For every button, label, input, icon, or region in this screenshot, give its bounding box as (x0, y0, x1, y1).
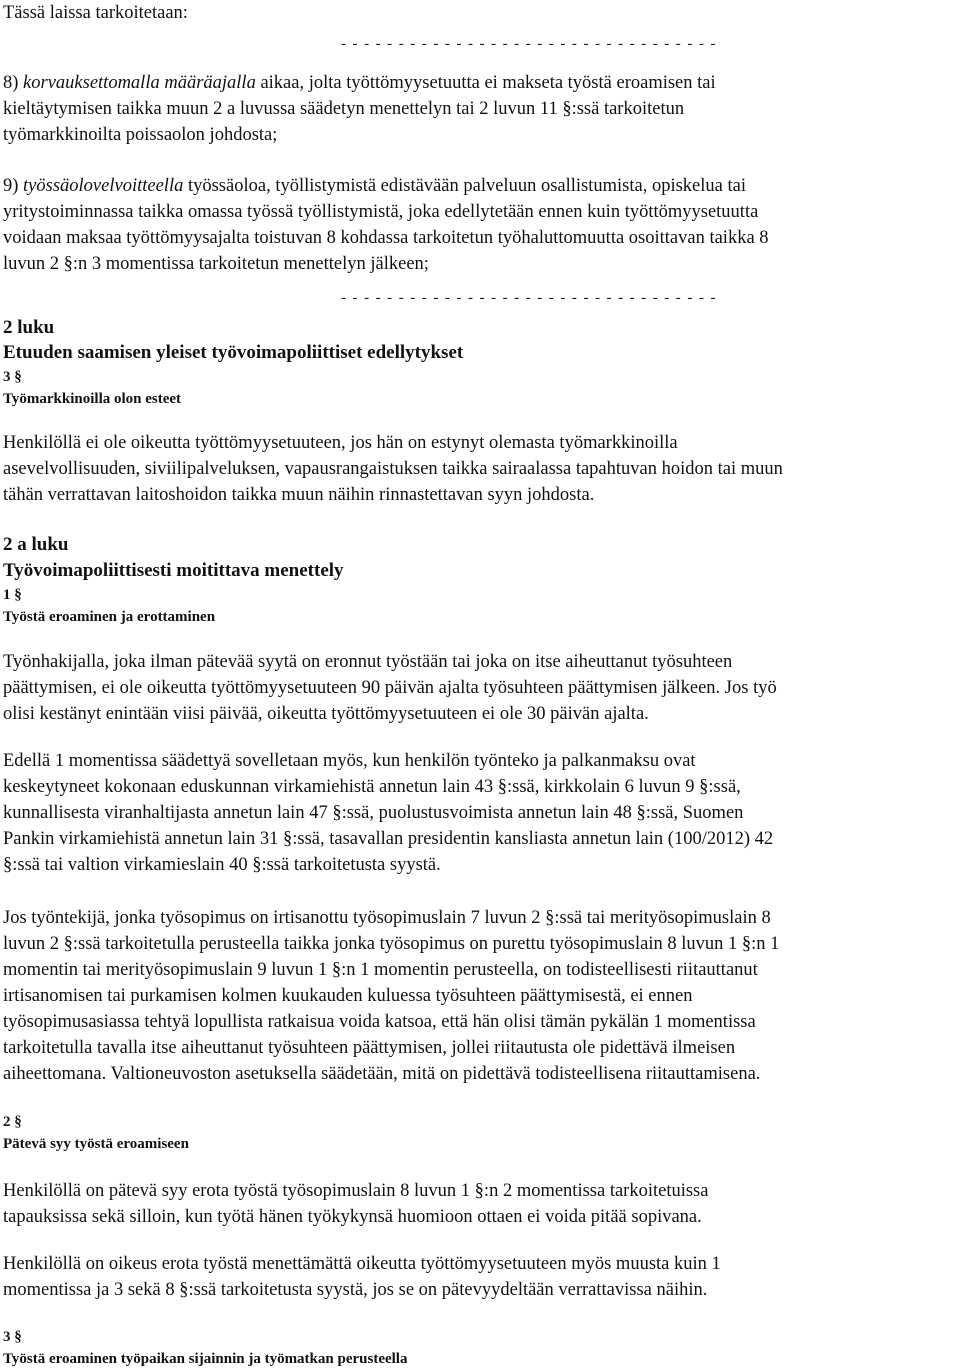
definition-8-text: aikaa, jolta työttömyysetuutta ei makseta työstä eroamisen tai (255, 73, 716, 93)
paragraph-line: kunnallisesta viranhaltijasta annetun lain 47 §:ssä, puolustusvoimista annetun lain 48 §:ssä, Suomen (3, 803, 744, 823)
definition-8-line-1 (3, 70, 716, 96)
paragraph-line: aiheettomana. Valtioneuvoston asetuksella säädetään, mitä on pidettävä todisteellisena riitauttamisena. (3, 1064, 761, 1084)
definition-9-text: työssäoloa, työllistymistä edistävään palveluun osallistumista, opiskelua tai (183, 176, 746, 196)
chapter-2a-section-3-number: 3 § (3, 1329, 22, 1345)
chapter-2-title: Etuuden saamisen yleiset työvoimapoliittiset edellytykset (3, 342, 464, 363)
paragraph-line: irtisanomisen tai purkamisen kolmen kuukauden kuluessa työsuhteen päättymisestä, ei ennen (3, 986, 693, 1006)
definition-8-line-3: työmarkkinoilta poissaolon johdosta; (3, 125, 278, 145)
definition-8-number: 8) (3, 73, 24, 93)
paragraph-line: tarkoitetulla tavalla itse aiheuttanut työsuhteen päättymisen, jollei riitautusta ole pidettävä ilmeisen (3, 1038, 736, 1058)
chapter-2a-section-2-title: Pätevä syy työstä eroamiseen (3, 1136, 189, 1152)
section-1-paragraph-3 (3, 905, 779, 1087)
chapter-2a-section-1-title: Työstä eroaminen ja erottaminen (3, 609, 216, 625)
chapter-2a-section-1-number: 1 § (3, 587, 22, 603)
section-2-paragraph-2 (3, 1251, 721, 1303)
definition-8-line-2: kieltäytymisen taikka muun 2 a luvussa säädetyn menettelyn tai 2 luvun 11 §:ssä tarkoitetun (3, 99, 685, 119)
definition-9 (3, 173, 769, 277)
section-1-paragraph-1 (3, 649, 777, 727)
paragraph-line: työsopimusasiassa tehtyä lopullista ratkaisua voida katsoa, että hän olisi tämän pykälän 1 momentissa (3, 1012, 756, 1032)
section-1-paragraph-2 (3, 748, 773, 878)
paragraph-line: Henkilöllä ei ole oikeutta työttömyysetuuteen, jos hän on estynyt olemasta työmarkkinoilla (3, 433, 678, 453)
chapter-2-number: 2 luku (3, 317, 55, 338)
paragraph-line: Pankin virkamiehistä annetun lain 31 §:ssä, tasavallan presidentin kansliasta annetun lain (100/2012) 42 (3, 829, 774, 849)
chapter-2-section-3-paragraph (3, 430, 783, 508)
omission-separator-top: - - - - - - - - - - - - - - - - - - - - - - - - - - - - - - - - - (341, 36, 717, 52)
definition-9-term: työssäolovelvoitteella (23, 176, 184, 196)
paragraph-line: Henkilöllä on oikeus erota työstä menettämättä oikeutta työttömyysetuuteen myös muusta kuin 1 (3, 1254, 721, 1274)
definition-9-line-1 (3, 173, 769, 199)
paragraph-line: päättymisen, ei ole oikeutta työttömyysetuuteen 90 päivän ajalta työsuhteen päättymisen jälkeen. Jos työ (3, 678, 777, 698)
definition-9-number: 9) (3, 176, 24, 196)
definition-8 (3, 70, 716, 148)
paragraph-line: olisi kestänyt enintään viisi päivää, oikeutta työttömyysetuuteen ei ole 30 päivän ajalta. (3, 704, 649, 724)
chapter-2a-title: Työvoimapoliittisesti moitittava menettely (3, 560, 344, 581)
definition-9-line-4: luvun 2 §:n 3 momentissa tarkoitetun menettelyn jälkeen; (3, 254, 429, 274)
paragraph-line: tähän verrattavan laitoshoidon taikka muun näihin rinnastettavan syyn johdosta. (3, 485, 595, 505)
paragraph-line: Työnhakijalla, joka ilman pätevää syytä on eronnut työstään tai joka on itse aiheuttanut työsuhteen (3, 652, 733, 672)
paragraph-line: tapauksissa sekä silloin, kun työtä hänen työkykynsä huomioon ottaen ei voida pitää sopivana. (3, 1207, 702, 1227)
intro-text: Tässä laissa tarkoitetaan: (3, 3, 188, 23)
chapter-2a-section-3-title: Työstä eroaminen työpaikan sijainnin ja työmatkan perusteella (3, 1351, 408, 1367)
paragraph-line: luvun 2 §:ssä tarkoitetulla perusteella taikka jonka työsopimus on purettu työsopimuslain 8 luvun 1 §:n 1 (3, 934, 780, 954)
definition-8-term: korvauksettomalla määräajalla (23, 73, 256, 93)
paragraph-line: Edellä 1 momentissa säädettyä sovelletaan myös, kun henkilön työnteko ja palkanmaksu ovat (3, 751, 696, 771)
omission-separator-bottom: - - - - - - - - - - - - - - - - - - - - - - - - - - - - - - - - - (341, 290, 717, 306)
definition-9-line-2: yritystoiminnassa taikka omassa työssä työllistymistä, joka edellytetään ennen kuin työttömyysetuutta (3, 202, 759, 222)
paragraph-line: momentissa ja 3 sekä 8 §:ssä tarkoitetusta syystä, jos se on pätevyydeltään verrattavissa näihin. (3, 1280, 708, 1300)
section-2-paragraph-1 (3, 1178, 708, 1230)
paragraph-line: Jos työntekijä, jonka työsopimus on irtisanottu työsopimuslain 7 luvun 2 §:ssä tai merityösopimuslain 8 (3, 908, 771, 928)
chapter-2-section-3-number: 3 § (3, 369, 22, 385)
chapter-2a-section-2-number: 2 § (3, 1114, 22, 1130)
chapter-2a-number: 2 a luku (3, 534, 69, 555)
paragraph-line: §:ssä tai valtion virkamieslain 40 §:ssä tarkoitetusta syystä. (3, 855, 441, 875)
paragraph-line: Henkilöllä on pätevä syy erota työstä työsopimuslain 8 luvun 1 §:n 2 momentissa tarkoitetuissa (3, 1181, 709, 1201)
paragraph-line: momentin tai merityösopimuslain 9 luvun 1 §:n 1 momentin perusteella, on todisteellisesti riitauttanut (3, 960, 758, 980)
definition-9-line-3: voidaan maksaa työttömyysajalta toistuvan 8 kohdassa tarkoitetun työhaluttomuutta osoittavan taikka 8 (3, 228, 769, 248)
paragraph-line: keskeytyneet kokonaan eduskunnan virkamiehistä annetun lain 43 §:ssä, kirkkolain 6 luvun 9 §:ssä, (3, 777, 741, 797)
paragraph-line: asevelvollisuuden, siviilipalveluksen, vapausrangaistuksen taikka sairaalassa tapahtuvan hoidon tai muun (3, 459, 783, 479)
chapter-2-section-3-title: Työmarkkinoilla olon esteet (3, 391, 182, 407)
